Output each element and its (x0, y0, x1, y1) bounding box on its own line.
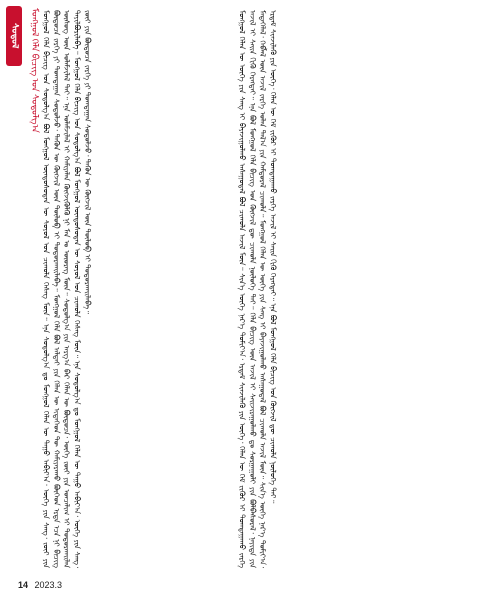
issue-date: 2023.3 (34, 580, 63, 590)
section-title: ᠮᠣᠩᠭᠣᠯ ᠬᠡᠯᠡ ᠪᠢᠴᠢᠭ ᠤᠨ ᠰᠤᠳᠤᠯᠭ᠎ᠠ (30, 8, 40, 133)
body-text-right: ᠮᠣᠩᠭᠣᠯ ᠬᠡᠯᠡᠨ ᠦ ᠦᠭᠡ ᠶᠢᠨ ᠰᠠᠩ ᠢ ᠪᠠᠶᠠᠵᠢᠭᠤᠯᠬᠤ ᠠᠰᠠᠭᠤᠳᠠᠯ ᠪᠣᠯ ᠴᠢᠬᠤᠯᠠ ᠠᠵᠢᠯ ᠮᠥᠨ᠃ ᠰᠢᠨ᠎ᠡ ᠦᠭᠡ ᠨᠡᠷ᠎ᠡ ᠲᠣᠮᠢᠶ᠎ᠠ᠂ ᠡᠷᠳᠡᠮ ᠰᠢᠨᠵᠢᠯᠡᠬᠦ ᠶᠢᠨ ᠦᠭᠡ᠂ ᠬᠡᠯᠡᠨ ᠦ ᠬᠡᠮ ᠵᠢᠭᠦᠷ ᠢ ᠲᠣᠭᠲᠠᠭᠠᠬᠤ ᠵᠡᠷᠭᠡ ᠠᠵᠢᠯ ᠢ ᠰᠠᠢᠨ ᠬᠢᠬᠦ ᠬᠡᠷᠡᠭᠲᠡᠢ᠃ ᠡᠨᠡ ᠪᠣᠯ ᠮᠣᠩᠭᠣᠯ ᠬᠡᠯᠡ ᠪᠢᠴᠢᠭ ᠤᠨ ᠬᠥᠭᠵᠢᠯ ᠳᠦ ᠴᠢᠬᠤᠯᠠ ᠨᠥᠯᠦᠭᠡ ᠲᠠᠢ᠃ ᠬᠡᠯᠡ ᠪᠢᠴᠢᠭ ᠦᠨ ᠠᠵᠢᠯ ᠢ ᠰᠠᠢᠵᠢᠷᠠᠭᠤᠯᠬᠤ ᠳᠤ ᠰᠤᠷᠭᠠᠭᠤᠯᠢ ᠶᠢᠨ ᠪᠣᠯᠪᠠᠰᠤᠷᠠᠯ᠂ ᠨᠡᠶᠢᠲᠡ ᠶᠢᠨ ᠮᠡᠳᠡᠭᠡᠯᠡᠯ᠂ ᠬᠡᠪᠯᠡᠯ ᠦᠨ ᠠᠵᠢᠯ ᠵᠡᠷᠭᠡ ᠣᠯᠠᠨ ᠲᠠᠯ᠎ᠠ ᠶᠢᠨ ᠬᠠᠮᠲᠤᠷᠠᠯ ᠴᠢᠬᠤᠯᠠ᠃ ᠮᠣᠩᠭᠣᠯ ᠬᠡᠯᠡᠨ ᠦ ᠦᠭᠡ ᠶᠢᠨ ᠰᠠᠩ ᠢ ᠪᠠᠶᠠᠵᠢᠭᠤᠯᠬᠤ ᠠᠰᠠᠭᠤᠳᠠᠯ ᠪᠣᠯ ᠴᠢᠬᠤᠯᠠ ᠠᠵᠢᠯ ᠮᠥᠨ᠃ ᠰᠢᠨ᠎ᠡ ᠦᠭᠡ ᠨᠡᠷ᠎ᠡ ᠲᠣᠮᠢᠶ᠎ᠠ᠂ ᠡᠷᠳᠡᠮ ᠰᠢᠨᠵᠢᠯᠡᠬᠦ ᠶᠢᠨ ᠦᠭᠡ᠂ ᠬᠡᠯᠡᠨ ᠦ ᠬᠡᠮ ᠵᠢᠭᠦᠷ ᠢ ᠲᠣᠭᠲᠠᠭᠠᠬᠤ ᠵᠡᠷᠭᠡ ᠠᠵᠢᠯ ᠢ ᠰᠠᠢᠨ ᠬᠢᠬᠦ ᠬᠡᠷᠡᠭᠲᠡᠢ᠃ ᠡᠨᠡ ᠪᠣᠯ ᠮᠣᠩᠭᠣᠯ ᠬᠡᠯᠡ ᠪᠢᠴᠢᠭ ᠤᠨ ᠬᠥᠭᠵᠢᠯ ᠳᠦ ᠴᠢᠬᠤᠯᠠ ᠨᠥᠯᠦᠭᠡ ᠲᠠᠢ᠃ (237, 10, 278, 568)
page-footer (18, 580, 62, 590)
section-tab-label: ᠰᠤᠳᠤᠯ (9, 23, 19, 49)
body-text-left: ᠮᠣᠩᠭᠣᠯ ᠬᠡᠯᠡ ᠪᠢᠴᠢᠭ ᠤᠨ ᠰᠤᠳᠤᠯᠭ᠎ᠠ ᠪᠣᠯ ᠮᠣᠩᠭᠣᠯ ᠦᠨᠳᠦᠰᠦᠲᠡᠨ ᠦ ᠰᠣᠶᠣᠯ ᠤᠨ ᠴᠢᠬᠤᠯᠠ ᠬᠡᠰᠡᠭ ᠮᠥᠨ᠃ ᠡᠨᠡ ᠰᠤᠳᠤᠯᠭ᠎ᠠ ᠳᠤ ᠮᠣᠩᠭᠣᠯ ᠬᠡᠯᠡᠨ ᠦ ᠳᠠᠭᠤ ᠠᠪᠢᠶ᠎ᠠ᠂ ᠦᠭᠡ ᠶᠢᠨ ᠰᠠᠩ᠂ ᠵᠦᠢ ᠶᠢᠨ ᠪᠦᠲᠦᠴᠡ ᠵᠡᠷᠭᠡ ᠶᠢ ᠲᠣᠭᠲᠠᠭᠠᠨ ᠰᠤᠳᠤᠯᠵᠤ᠂ ᠲᠡᠭᠦᠨ ᠦ ᠬᠥᠭᠵᠢᠯ ᠦᠨ ᠲᠥᠯᠦᠪ ᠢ ᠲᠣᠳᠣᠷᠬᠠᠢᠯᠠᠪᠠ᠃ ᠮᠣᠩᠭᠣᠯ ᠬᠡᠯᠡ ᠪᠣᠯ ᠠᠯᠲᠠᠢ ᠶᠢᠨ ᠬᠡᠯᠡᠨ ᠦ ᠢᠳᠡᠭᠡᠳ ᠲᠦ ᠬᠠᠮᠢᠶᠠᠷᠠᠬᠤ ᠪᠥᠭᠡᠳ ᠡᠷᠲᠡ ᠡᠴᠡ ᠨᠢ ᠪᠢᠴᠢᠭ ᠦᠰᠦᠭ ᠦᠨ ᠤᠯᠠᠮᠵᠢᠯᠠᠯ ᠲᠠᠢ᠃ ᠡᠨᠡ ᠤᠯᠠᠮᠵᠢᠯᠠᠯ ᠢ ᠬᠠᠮᠢᠶᠠᠯᠠᠨ ᠬᠥᠭᠵᠢᠭᠦᠯᠬᠦ ᠨᠢ ᠮᠠᠨ ᠤ ᠦᠦᠷᠡᠭ ᠮᠥᠨ᠃ ᠰᠤᠳᠤᠯᠭ᠎ᠠ ᠶᠢᠨ ᠠᠷᠭ᠎ᠠ ᠪᠠᠷ ᠬᠡᠯᠡᠨ ᠦ ᠪᠦᠲᠦᠴᠡ᠂ ᠦᠭᠡ ᠵᠦᠢ ᠶᠢᠨ ᠣᠨᠴᠠᠯᠢᠭ ᠢ ᠲᠣᠳᠣᠷᠬᠠᠢᠯᠠᠨ ᠲᠠᠶᠢᠯᠪᠤᠷᠢᠯᠠᠪᠠ᠃ ᠮᠣᠩᠭᠣᠯ ᠬᠡᠯᠡ ᠪᠢᠴᠢᠭ ᠤᠨ ᠰᠤᠳᠤᠯᠭ᠎ᠠ ᠪᠣᠯ ᠮᠣᠩᠭᠣᠯ ᠦᠨᠳᠦᠰᠦᠲᠡᠨ ᠦ ᠰᠣᠶᠣᠯ ᠤᠨ ᠴᠢᠬᠤᠯᠠ ᠬᠡᠰᠡᠭ ᠮᠥᠨ᠃ ᠡᠨᠡ ᠰᠤᠳᠤᠯᠭ᠎ᠠ ᠳᠤ ᠮᠣᠩᠭᠣᠯ ᠬᠡᠯᠡᠨ ᠦ ᠳᠠᠭᠤ ᠠᠪᠢᠶ᠎ᠠ᠂ ᠦᠭᠡ ᠶᠢᠨ ᠰᠠᠩ᠂ ᠵᠦᠢ ᠶᠢᠨ ᠪᠦᠲᠦᠴᠡ ᠵᠡᠷᠭᠡ ᠶᠢ ᠲᠣᠭᠲᠠᠭᠠᠨ ᠰᠤᠳᠤᠯᠵᠤ᠂ ᠲᠡᠭᠦᠨ ᠦ ᠬᠥᠭᠵᠢᠯ ᠦᠨ ᠲᠥᠯᠦᠪ ᠢ ᠲᠣᠳᠣᠷᠬᠠᠢᠯᠠᠪᠠ᠃ (41, 10, 93, 568)
section-tab (6, 6, 22, 66)
page-number: 14 (18, 580, 29, 590)
